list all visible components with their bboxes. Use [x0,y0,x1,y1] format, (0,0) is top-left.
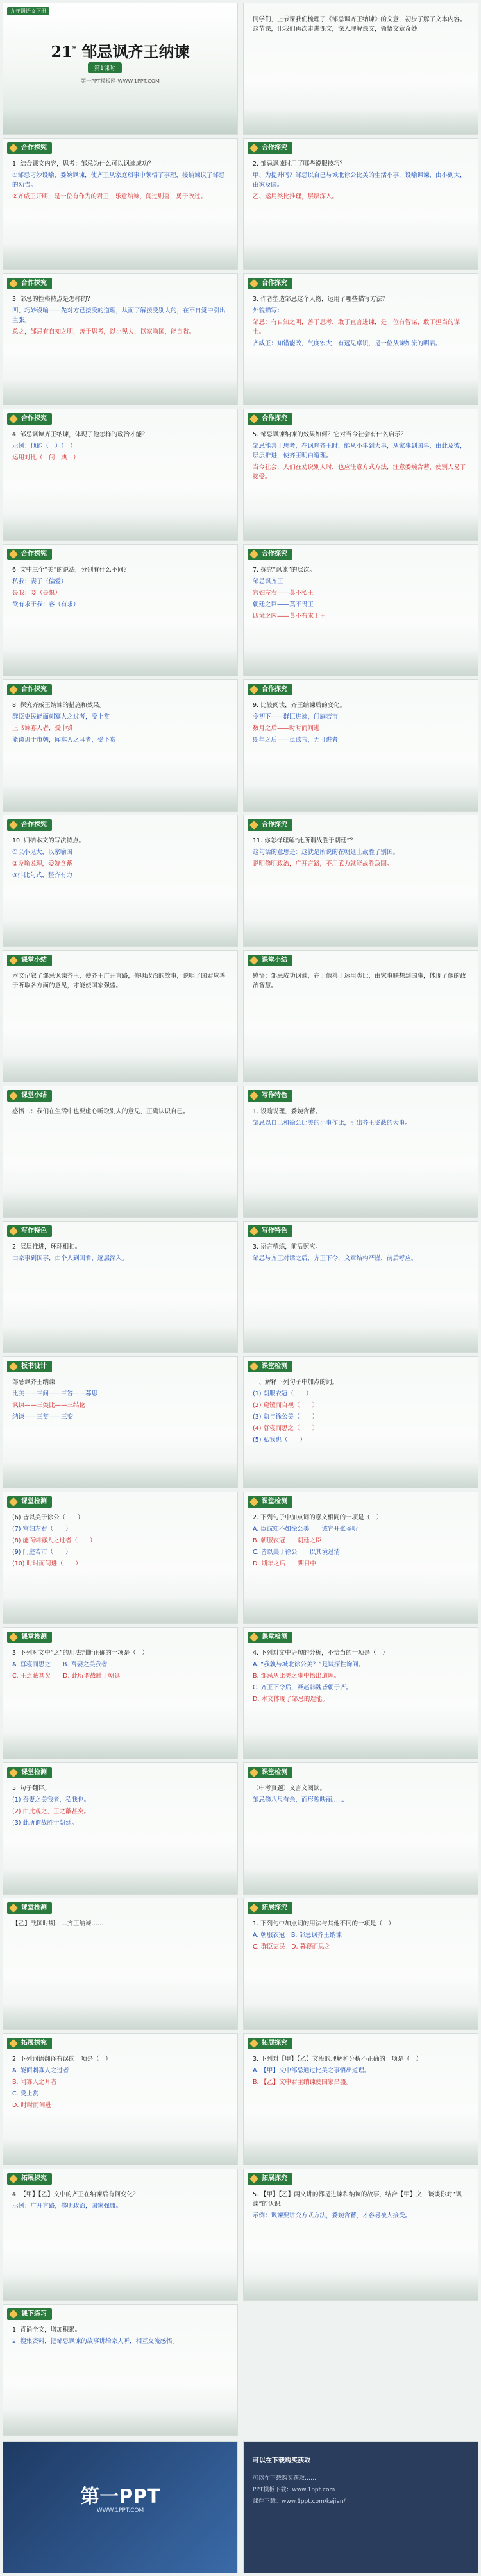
mountain-decoration [244,1191,478,1217]
slide-paragraph: 纳谏——三赏——三变 [12,1413,74,1420]
slide-paragraph: （中考真题）文言文阅读。 [253,1785,326,1792]
slide-29 [243,1898,478,2030]
footer-tagline: 可以在下载购买获取 [253,2457,310,2464]
slide-paragraph: A. 能面刺寡人之过者 [12,2067,69,2074]
section-header: 写作特色 [248,1225,292,1237]
slide-body [253,1513,469,1571]
section-header: 写作特色 [7,1225,52,1237]
slide-paragraph: (2) 窥镜而自视（ ） [253,1402,318,1409]
slide-body [253,971,469,993]
slide-body [253,1242,469,1265]
slide-body [12,430,228,465]
credit-line: 第一PPT模板网-WWW.1PPT.COM [81,78,160,84]
section-header: 合作探究 [248,278,292,289]
slide-paragraph: 11. 你怎样理解“此所谓战胜于朝廷”？ [253,837,356,844]
slide-1 [243,3,478,135]
mountain-decoration [244,2004,478,2029]
slide-paragraph: 由家事到国事，由个人到国君，逐层深入。 [12,1255,128,1262]
slide-paragraph: 1. 设喻说理，委婉含蓄。 [253,1108,322,1115]
slide-paragraph: (10) 时时而间进（ ） [12,1560,82,1567]
mountain-decoration [3,2139,237,2165]
slide-body [253,1378,469,1447]
grade-badge: 九年级语文下册 [7,7,49,15]
slide-paragraph: 四境之内——莫不有求于王 [253,613,326,620]
slide-footer-info [243,2441,478,2573]
slide-paragraph: 3. 下列对【甲】【乙】文段的理解和分析不正确的一项是（ ） [253,2056,422,2063]
mountain-decoration [3,1733,237,1759]
slide-26 [3,1762,238,1895]
slide-paragraph: C. 王之蔽甚矣 D. 此所谓战胜于朝廷 [12,1673,121,1680]
slide-body [12,1107,228,1118]
slide-paragraph: 令初下——群臣进谏，门庭若市 [253,713,339,721]
slide-paragraph: 总之，邹忌有自知之明，善于思考，以小见大，以家喻国，能自省。 [12,328,196,336]
slide-7 [243,409,478,541]
mountain-decoration [3,2274,237,2300]
slide-paragraph: 邹忌讽齐王 [253,578,283,585]
section-header: 课堂检测 [248,1361,292,1372]
mountain-decoration [3,515,237,540]
slide-body [253,159,469,203]
lesson-number: 21 [51,42,72,61]
slide-paragraph: (7) 宫妇左右（ ） [12,1526,72,1533]
slide-paragraph: 3. 下列对文中“之”的用法判断正确的一项是（ ） [12,1650,148,1657]
slide-paragraph: D. 本文体现了邹忌的逞能。 [253,1696,328,1703]
slide-33 [243,2169,478,2301]
slide-paragraph: A. 臣诚知不如徐公美 诚宜开张圣听 [253,1526,359,1533]
slide-paragraph: 上书谏寡人者，受中赏 [12,725,74,732]
slide-body [12,1513,228,1571]
mountain-decoration [244,108,478,134]
slide-paragraph: 3. 邹忌的性格特点是怎样的？ [12,296,94,303]
slide-paragraph: C. 皆以美于徐公 以其境过清 [253,1549,341,1556]
slide-paragraph: 乙、运用类比推理，层层深入。 [253,193,339,200]
mountain-decoration [244,1733,478,1759]
section-header: 课堂检测 [248,1496,292,1508]
slide-body [12,1784,228,1830]
mountain-decoration [3,1598,237,1623]
slide-paragraph: 运用对比（ 问 典 ） [12,454,80,461]
slide-paragraph: 同学们，上节课我们梳理了《邹忌讽齐王纳谏》的文意，初步了解了文本内容。这节课，让我们再次走进课文，深入理解课文，领悟文章奇妙。 [253,16,466,33]
slide-paragraph: 这句话的意思是：这就是所说的在朝廷上战胜了别国。 [253,849,400,856]
slide-paragraph: 本文记叙了邹忌讽谏齐王，使齐王广开言路，修明政治的故事，说明了国君应善于听取各方面的意见，才能使国家强盛。 [12,973,226,989]
slide-14 [3,950,238,1082]
section-header: 合作探究 [7,819,52,831]
slide-paragraph: 4. 邹忌讽谏齐王纳谏，体现了他怎样的政治才能？ [12,431,148,438]
section-header: 课堂小结 [7,1090,52,1102]
slide-paragraph: ③排比句式，整齐有力 [12,872,73,879]
slide-paragraph: 感悟：邹忌成功讽谏，在于他善于运用类比，由家事联想到国事，体现了他的政治智慧。 [253,973,466,989]
slide-15 [243,950,478,1082]
slide-paragraph: 6. 文中三个“美”的说法，分别有什么不同？ [12,567,130,574]
section-header: 课堂检测 [7,1496,52,1508]
slide-paragraph: 宫妇左右——莫不私王 [253,590,314,597]
slide-paragraph: 邹忌与齐王对话之后，齐王下令，文章结构严谨，前后呼应。 [253,1255,418,1262]
slide-body [253,1784,469,1807]
slide-paragraph: 讽谏——三类比——三结论 [12,1402,86,1409]
slide-paragraph: 9. 比较阅读，齐王纳谏后的变化。 [253,702,346,709]
mountain-decoration [3,785,237,811]
section-header: 合作探究 [248,819,292,831]
section-header: 拓展探究 [248,2173,292,2185]
slide-5 [243,273,478,405]
slide-paragraph: ①以小见大，以家喻国 [12,849,73,856]
slide-body [12,2190,228,2213]
section-header: 合作探究 [248,549,292,560]
slide-34 [3,2304,238,2436]
section-header: 课堂小结 [7,955,52,966]
section-header: 板书设计 [7,1361,52,1372]
slide-paragraph: 甲、为提升吗？邹忌以自己与城北徐公比美的生活小事，设喻讽谏，由小到大，由家及国。 [253,172,466,189]
section-header: 写作特色 [248,1090,292,1102]
mountain-decoration [244,244,478,269]
mountain-decoration [244,785,478,811]
slide-paragraph: 期年之后——虽欲言，无可进者 [253,737,339,744]
slide-paragraph: (1) 吾妻之美我者，私我也。 [12,1796,90,1804]
mountain-decoration [3,921,237,946]
mountain-decoration [244,1868,478,1894]
slide-paragraph: (1) 朝服衣冠（ ） [253,1390,312,1397]
slide-paragraph: C. 齐王下令后，燕赵韩魏皆朝于齐。 [253,1684,353,1691]
slide-paragraph: 私我：妻子（偏爱） [12,578,67,585]
footer-line: 可以在下载购买获取…… [253,2475,317,2482]
slide-body [253,1107,469,1130]
slide-6 [3,409,238,541]
mountain-decoration [244,1056,478,1082]
slide-paragraph: 外貌描写： [253,307,283,314]
mountain-decoration [3,1462,237,1488]
slide-paragraph: B. 邹忌从比美之事中悟出道理。 [253,1673,341,1680]
lesson-title: 邹忌讽齐王纳谏 [81,42,190,61]
mountain-decoration [3,650,237,676]
slide-4 [3,273,238,405]
slide-body [12,1242,228,1265]
slide-9 [243,544,478,676]
mountain-decoration [3,108,237,134]
slide-body [253,836,469,871]
slide-3 [243,138,478,270]
slide-body [12,836,228,882]
slide-27 [243,1762,478,1895]
slide-paragraph: 示例：广开言路，修明政治，国家强盛。 [12,2203,122,2210]
slide-paragraph: 邹忌以自己和徐公比美的小事作比，引出齐王受蔽的大事。 [253,1120,412,1127]
slide-paragraph: 群臣吏民能面刺寡人之过者，受上赏 [12,713,110,721]
section-header: 合作探究 [248,413,292,425]
slide-paragraph: 8. 探究齐威王纳谏的措施和效果。 [12,702,106,709]
slide-22 [3,1492,238,1624]
slide-24 [3,1627,238,1759]
slide-paragraph: B. 朝服衣冠 朝廷之臣 [253,1537,322,1544]
slide-16 [3,1086,238,1218]
section-header: 拓展探究 [248,2038,292,2049]
mountain-decoration [3,1056,237,1082]
section-header: 课堂检测 [7,1632,52,1643]
slide-paragraph: 4. 下列对文中语句的分析，不恰当的一项是（ ） [253,1650,389,1657]
mountain-decoration [244,2139,478,2165]
slide-paragraph: 示例：讽谏要讲究方式方法，委婉含蓄，才容易被人接受。 [253,2212,412,2219]
slide-body [253,430,469,484]
slide-paragraph: 感悟二：我们在生活中也要虚心听取别人的意见，正确认识自己。 [12,1108,189,1115]
section-header: 合作探究 [7,142,52,154]
slide-paragraph: (6) 皆以美于徐公（ ） [12,1514,84,1521]
slide-paragraph: 2. 层层推进，环环相扣。 [12,1243,81,1250]
mountain-decoration [3,2004,237,2029]
section-header: 合作探究 [7,684,52,695]
slide-paragraph: 7. 探究“讽谏”的层次。 [253,567,316,574]
slide-paragraph: 1. 下列句中加点词的用法与其他不同的一项是（ ） [253,1920,395,1927]
slide-20 [3,1356,238,1488]
slide-paragraph: 能谤讥于市朝，闻寡人之耳者，受下赏 [12,737,116,744]
mountain-decoration [244,1598,478,1623]
slide-paragraph: 邹忌修八尺有余，而形貌昳丽…… [253,1796,344,1804]
slide-body [12,701,228,747]
mountain-decoration [244,515,478,540]
section-header: 课堂检测 [7,1767,52,1778]
slide-body [12,294,228,339]
slide-28 [3,1898,238,2030]
page-title: 21* 邹忌讽齐王纳谏 [51,42,190,61]
section-header: 合作探究 [248,684,292,695]
slide-paragraph: 数月之后——时时而间进 [253,725,320,732]
slide-paragraph: A. 朝服衣冠 B. 邹忌讽齐王纳谏 [253,1932,342,1939]
slide-body [12,1378,228,1424]
slide-2 [3,138,238,270]
mountain-decoration [3,1327,237,1352]
slide-paragraph: C. 受上赏 [12,2090,39,2097]
slide-paragraph: 四、巧妙设喻——先对方已接受的道理，从而了解接受别人的，在不自觉中引出主张。 [12,307,226,324]
slide-paragraph: (4) 暮寝而思之（ ） [253,1425,318,1432]
slide-paragraph: 【乙】战国时期……齐王纳谏…… [12,1920,104,1927]
section-header: 课堂检测 [7,1902,52,1914]
slide-body [253,701,469,747]
section-header: 合作探究 [7,413,52,425]
slide-paragraph: 2. 下列句子中加点词的意义相同的一项是（ ） [253,1514,383,1521]
slide-body [253,15,469,36]
slide-paragraph: A. “我孰与城北徐公美？”是试探性询问。 [253,1661,365,1668]
slide-paragraph: 3. 语言精练，前后照应。 [253,1243,322,1250]
slide-paragraph: 2. 邹忌讽谏时用了哪些说服技巧？ [253,160,346,167]
mountain-decoration [244,2274,478,2300]
section-header: 拓展探究 [7,2173,52,2185]
section-header: 课下练习 [7,2308,52,2320]
section-header: 拓展探究 [7,2038,52,2049]
slide-12 [3,815,238,947]
slide-body [12,2325,228,2348]
section-header: 课堂检测 [248,1632,292,1643]
footer-line[interactable]: 课件下载：www.1ppt.com/kejian/ [253,2498,346,2505]
slide-paragraph: 齐威王：知错能改，气度宏大，有远见卓识，是一位从谏如流的明君。 [253,340,442,347]
section-header: 拓展探究 [248,1902,292,1914]
mountain-decoration [244,650,478,676]
slide-paragraph: (3) 孰与徐公美（ ） [253,1413,318,1420]
slide-paragraph: B. 闻寡人之耳者 [12,2079,57,2086]
mountain-decoration [3,1868,237,1894]
slide-23 [243,1492,478,1624]
mountain-decoration [3,1191,237,1217]
slide-paragraph: (5) 私我也（ ） [253,1437,306,1444]
slide-paragraph: 10. 归纳本文的写法特点。 [12,837,85,844]
slide-31 [243,2033,478,2165]
slide-body [12,1919,228,1931]
slide-brand [3,2441,238,2573]
slide-body [12,971,228,993]
session-badge: 第1课时 [88,62,122,73]
slide-10 [3,679,238,812]
slide-paragraph: ①邹忌巧妙设喻，委婉讽谏，使齐王从家庭琐事中领悟了事理，接纳谏议了邹忌的劝告。 [12,172,225,189]
slide-18 [3,1221,238,1353]
slide-paragraph: 当今社会，人们在劝说别人时，也应注意方式方法，注意委婉含蓄，使别人易于接受。 [253,464,466,481]
mountain-decoration [244,921,478,946]
slide-paragraph: 3. 作者塑造邹忌这个人物，运用了哪些描写方法？ [253,296,389,303]
slide-13 [243,815,478,947]
slide-paragraph: 畏我：妾（畏惧） [12,590,62,597]
slide-body [253,565,469,623]
slide-paragraph: 1. 结合课文内容，思考：邹忌为什么可以讽谏成功？ [12,160,155,167]
mountain-decoration [3,2410,237,2435]
slide-paragraph: 示例：他能（ ）（ ） [12,443,76,450]
section-header: 课堂检测 [248,1767,292,1778]
slide-paragraph: 邹忌能善于思考，在讽喻齐王时，能从小事到大事，从家事到国事，由此及彼，层层推进，使齐王明白道理。 [253,443,466,459]
mountain-decoration [244,1462,478,1488]
slide-11 [243,679,478,812]
slide-paragraph: 一、解释下列句子中加点的词。 [253,1379,339,1386]
mountain-decoration [244,379,478,405]
slide-paragraph: (2) 由此观之，王之蔽甚矣。 [12,1808,90,1815]
slide-paragraph: (9) 门庭若市（ ） [12,1549,72,1556]
section-header: 合作探究 [248,142,292,154]
slide-body [253,294,469,350]
slide-32 [3,2169,238,2301]
slide-paragraph: ②齐威王开明，是一位有作为的君王，乐意纳谏，闻过则喜，勇于改过。 [12,193,207,200]
slide-body [253,1919,469,1954]
slide-paragraph: 5. 句子翻译。 [12,1785,51,1792]
slide-30 [3,2033,238,2165]
slide-paragraph: 5. 【甲】【乙】两文讲的都是进谏和纳谏的故事，结合【甲】文，谈谈你对“讽谏”的认识。 [253,2191,462,2208]
slide-paragraph: (8) 能面刺寡人之过者（ ） [12,1537,96,1544]
slide-body [12,1648,228,1683]
slide-paragraph: C. 群臣吏民 D. 暮寝而思之 [253,1943,331,1950]
slide-25 [243,1627,478,1759]
slide-body [12,2054,228,2112]
slide-body [253,2190,469,2222]
slide-body [12,565,228,611]
slide-19 [243,1221,478,1353]
slide-21 [243,1356,478,1488]
slide-paragraph: A. 【甲】文中邹忌通过比美之事悟出道理。 [253,2067,371,2074]
slide-paragraph: 说明修明政治，广开言路，不用武力就能战胜敌国。 [253,860,393,867]
slide-paragraph: 4. 【甲】【乙】文中的齐王在纳谏后有何变化？ [12,2191,139,2198]
brand-site[interactable]: WWW.1PPT.COM [96,2507,144,2514]
slide-paragraph: ②设喻说理，委婉含蓄 [12,860,73,867]
slide-body [253,2054,469,2089]
mountain-decoration [3,244,237,269]
slide-paragraph: 邹忌讽齐王纳谏 [12,1379,55,1386]
slide-paragraph: 1. 背诵全文，增加积累。 [12,2326,81,2333]
section-header: 合作探究 [7,278,52,289]
slide-paragraph: 欲有求于我：客（有求） [12,601,80,608]
slide-17 [243,1086,478,1218]
slide-paragraph: 5. 邹忌讽谏纳谏的效果如何？它对当今社会有什么启示？ [253,431,407,438]
slide-body [12,159,228,203]
slide-body [253,1648,469,1706]
slide-paragraph: D. 时时而间进 [12,2102,51,2109]
section-header: 课堂小结 [248,955,292,966]
brand-logo: 第一PPT [80,2486,160,2508]
footer-line[interactable]: PPT模板下载：www.1ppt.com [253,2487,335,2493]
slide-paragraph: 比美——三问——三答——暮思 [12,1390,98,1397]
slide-paragraph: D. 期年之后 期日中 [253,1560,316,1567]
slide-paragraph: A. 暮寝而思之 B. 吾妻之美我者 [12,1661,108,1668]
slide-paragraph: 朝廷之臣——莫不畏王 [253,601,314,608]
slide-paragraph: (3) 此所谓战胜于朝廷。 [12,1820,78,1827]
slide-paragraph: B. 【乙】文中君主纳谏使国家昌盛。 [253,2079,353,2086]
slide-paragraph: 2. 下列词语翻译有误的一项是（ ） [12,2056,112,2063]
slide-8 [3,544,238,676]
mountain-decoration [3,379,237,405]
slide-paragraph: 邹忌：有自知之明，善于思考，敢于直言进谏，是一位有智谋、敢于担当的谋士。 [253,319,460,336]
mountain-decoration [244,1327,478,1352]
slide-paragraph: 2. 搜集资料，把邹忌讽谏的故事讲给家人听，相互交流感悟。 [12,2338,179,2345]
slide-title [3,3,238,135]
section-header: 合作探究 [7,549,52,560]
